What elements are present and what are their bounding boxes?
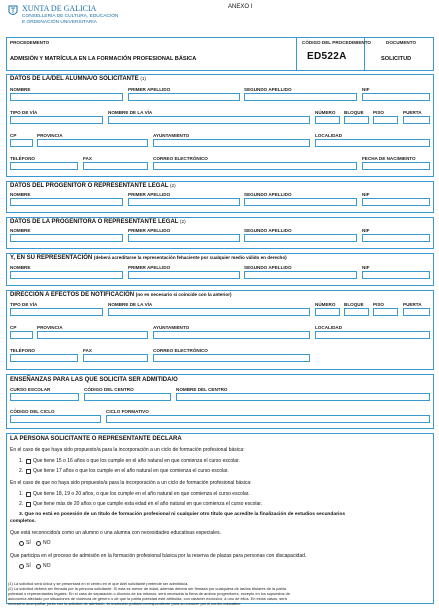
representative-nif-label: NIF [362,265,370,270]
footnote-2-line-c: autonomía afectado por situaciones de violencia de género o de que la patria potestad esté atribuida, con carácter exclusivo, a uno de ellos. En estos casos, será [8,596,287,601]
student-bloque-field[interactable] [344,116,369,124]
footnote-1: (1) La solicitud será única y se presentará en el centro en el que la/el solicitante pretende ser admitido/a. [8,581,189,586]
option2-number: 2. [19,468,24,474]
mother-nif-field[interactable] [362,234,430,242]
notification-numero-label: NÚMERO [315,302,336,307]
mother-primer-apellido-field[interactable] [128,234,240,242]
mother-nombre-label: NOMBRE [10,228,31,233]
student-piso-label: PISO [373,110,384,115]
studies-section-title: ENSEÑANZAS PARA LAS QUE SOLICITA SER ADMITIDA/O [10,377,178,383]
declaration-intro2: En el caso de que no haya sido propuesto/a para la incorporación a un ciclo de formación profesional básica: [10,480,252,486]
option3-checkbox[interactable] [26,492,31,497]
father-nombre-field[interactable] [10,198,123,206]
student-primer-apellido-label: PRIMER APELLIDO [128,87,171,92]
option1-number: 1. [19,458,24,464]
mother-segundo-apellido-label: SEGUNDO APELLIDO [244,228,292,233]
footnote-2-line-b: potestad o representantes legales. En el caso de separación o divorcio de los mismos, será necesaria la firma de ambos progenitores, excepto en los supuestos de [8,591,291,596]
student-numero-label: NÚMERO [315,110,336,115]
student-tipo-via-field[interactable] [10,116,103,124]
notification-nombre-via-label: NOMBRE DE LA VÍA [108,302,153,307]
option1-text: Que tiene 15 o 16 años o que los cumple en el año natural en que comienza el curso escolar. [33,458,240,464]
special-needs-question: Que está reconocido/a como un alumno o una alumna con necesidades educativas especiales. [10,530,221,536]
footnote-2-line-d: necesario acompañar, junto con la solicitud de admisión, la resolución judicial correspondiente para su conocer por el centro educativo. [8,601,241,606]
special-needs-yes-radio[interactable] [19,541,24,546]
disability-yes-label: SÍ [26,563,31,569]
student-bloque-label: BLOQUE [344,110,364,115]
student-localidad-field[interactable] [315,139,430,147]
option3-text: Que tiene 18, 19 o 20 años, o que los cumple en el año natural en que comienza el curso escolar. [33,491,250,497]
student-provincia-label: PROVINCIA [37,133,63,138]
option4-checkbox[interactable] [26,502,31,507]
student-correo-field[interactable] [153,162,357,170]
representative-nombre-field[interactable] [10,271,123,279]
father-segundo-apellido-label: SEGUNDO APELLIDO [244,192,292,197]
student-ayuntamiento-field[interactable] [153,139,310,147]
studies-ciclo-formativo-field[interactable] [106,415,430,423]
father-primer-apellido-label: PRIMER APELLIDO [128,192,171,197]
option5-text-line1: 3. Que no está en posesión de un título de formación profesional ni cualquier otro título que acredite la finalización de estudios secundarios [19,512,346,517]
notification-localidad-label: LOCALIDAD [315,325,343,330]
mother-nif-label: NIF [362,228,370,233]
student-piso-field[interactable] [373,116,398,124]
option5-text-line2: completos. [10,519,36,524]
procedure-label: PROCEDEMENTO [10,40,50,45]
notification-ayuntamiento-field[interactable] [153,331,310,339]
student-provincia-field[interactable] [37,139,148,147]
student-cp-label: CP [10,133,17,138]
disability-reserve-question: Que participa en el proceso de admisión en la formación profesional básica por la reserva de plazas para personas con discapacidad. [10,553,307,559]
notification-bloque-field[interactable] [344,308,369,316]
special-needs-no-label: NO [43,540,51,546]
notification-telefono-label: TELÉFONO [10,348,36,353]
student-ayuntamiento-label: AYUNTAMIENTO [153,133,190,138]
studies-codigo-ciclo-label: CÓDIGO DEL CICLO [10,409,55,414]
notification-telefono-field[interactable] [10,354,78,362]
student-fecha-nacimiento-field[interactable] [362,162,430,170]
notification-tipo-via-label: TIPO DE VÍA [10,302,38,307]
notification-provincia-label: PROVINCIA [37,325,63,330]
father-nif-field[interactable] [362,198,430,206]
mother-section-title: DATOS DE LA PROGENITORA O REPRESENTANTE LEGAL (2) [10,219,186,225]
representative-segundo-apellido-field[interactable] [244,271,357,279]
studies-curso-field[interactable] [10,393,79,401]
notification-bloque-label: BLOQUE [344,302,364,307]
mother-nombre-field[interactable] [10,234,123,242]
option1-checkbox[interactable] [26,459,31,464]
option2-text: Que tiene 17 años o que los cumple en el año natural en que comienza el curso escolar. [33,468,229,474]
notification-provincia-field[interactable] [37,331,148,339]
studies-codigo-centro-label: CÓDIGO DEL CENTRO [84,387,134,392]
notification-cp-field[interactable] [10,331,33,339]
notification-piso-field[interactable] [373,308,398,316]
procedure-code-label: CÓDIGO DEL PROCEDIMIENTO [302,40,371,45]
notification-ayuntamiento-label: AYUNTAMIENTO [153,325,190,330]
document-value: SOLICITUD [381,56,412,62]
studies-curso-label: CURSO ESCOLAR [10,387,51,392]
procedure-title: ADMISIÓN Y MATRÍCULA EN LA FORMACIÓN PROFESIONAL BÁSICA [10,56,197,62]
student-nif-label: NIF [362,87,370,92]
mother-segundo-apellido-field[interactable] [244,234,357,242]
special-needs-no-radio[interactable] [36,541,41,546]
notification-numero-field[interactable] [315,308,340,316]
student-correo-label: CORREO ELECTRÓNICO [153,156,208,161]
notification-section-title: DIRECCIÓN A EFECTOS DE NOTIFICACIÓN (no es necesario si coincide con la anterior) [10,292,232,298]
procedure-divider-1 [296,37,297,71]
declaration-intro1: En el caso de que haya sido propuesto/a para la incorporación a un ciclo de formación profesional básica: [10,447,245,453]
student-fax-label: FAX [83,156,92,161]
representative-section-title: Y, EN SU REPRESENTACIÓN (deberá acreditarse la representación fehaciente por cualquier medio válido en derecho) [10,255,287,261]
notification-nombre-via-field[interactable] [108,308,310,316]
notification-puerta-label: PUERTA [403,302,422,307]
student-localidad-label: LOCALIDAD [315,133,343,138]
option4-text: Que tiene más de 20 años o que cumple esta edad en el año natural en que comienza el curso escolar. [33,501,263,507]
student-tipo-via-label: TIPO DE VÍA [10,110,38,115]
student-nombre-via-field[interactable] [108,116,310,124]
studies-codigo-ciclo-field[interactable] [10,415,101,423]
logo-text: XUNTA DE GALICIA [22,4,97,13]
notification-correo-field[interactable] [153,354,310,362]
department-line2: E ORDENACIÓN UNIVERSITARIA [22,20,97,25]
father-segundo-apellido-field[interactable] [244,198,357,206]
student-segundo-apellido-field[interactable] [244,93,357,101]
footnote-2-line-a: (2) La solicitud deberá ser firmada por la persona solicitante. Si esta es menor de edad, además deberá ser firmada por cualquiera de las/los titulares de la patria [8,586,286,591]
department-line1: CONSELLERÍA DE CULTURA, EDUCACIÓN [22,14,119,19]
father-nif-label: NIF [362,192,370,197]
notification-fax-field[interactable] [83,354,148,362]
disability-no-radio[interactable] [36,564,41,569]
student-nif-field[interactable] [362,93,430,101]
representative-primer-apellido-field[interactable] [128,271,240,279]
student-nombre-label: NOMBRE [10,87,31,92]
disability-no-label: NO [43,563,51,569]
student-numero-field[interactable] [315,116,340,124]
student-fecha-nacimiento-label: FECHA DE NACIMIENTO [362,156,416,161]
option2-checkbox[interactable] [26,469,31,474]
notification-localidad-field[interactable] [315,331,430,339]
option3-number: 1. [19,491,24,497]
studies-nombre-centro-field[interactable] [176,393,430,401]
studies-codigo-centro-field[interactable] [84,393,171,401]
mother-primer-apellido-label: PRIMER APELLIDO [128,228,171,233]
student-cp-field[interactable] [10,139,33,147]
father-section-title: DATOS DEL PROGENITOR O REPRESENTANTE LEGAL (2) [10,183,176,189]
declaration-title: LA PERSONA SOLICITANTE O REPRESENTANTE DECLARA [10,436,182,442]
student-puerta-label: PUERTA [403,110,422,115]
student-segundo-apellido-label: SEGUNDO APELLIDO [244,87,292,92]
notification-correo-label: CORREO ELECTRÓNICO [153,348,208,353]
procedure-code-value: ED522A [307,51,347,62]
student-primer-apellido-field[interactable] [128,93,240,101]
notification-fax-label: FAX [83,348,92,353]
option4-number: 2. [19,501,24,507]
student-nombre-via-label: NOMBRE DE LA VÍA [108,110,153,115]
document-label: DOCUMENTO [386,40,417,45]
student-puerta-field[interactable] [403,116,430,124]
notification-cp-label: CP [10,325,17,330]
student-fax-field[interactable] [83,162,148,170]
studies-nombre-centro-label: NOMBRE DEL CENTRO [176,387,228,392]
studies-ciclo-formativo-label: CICLO FORMATIVO [106,409,149,414]
notification-tipo-via-field[interactable] [10,308,103,316]
representative-segundo-apellido-label: SEGUNDO APELLIDO [244,265,292,270]
father-primer-apellido-field[interactable] [128,198,240,206]
representative-nif-field[interactable] [362,271,430,279]
student-telefono-field[interactable] [10,162,78,170]
representative-primer-apellido-label: PRIMER APELLIDO [128,265,171,270]
annex-label: ANEXO I [228,4,253,10]
notification-piso-label: PISO [373,302,384,307]
xunta-logo-icon [7,4,19,16]
student-section-title: DATOS DE LA/DEL ALUMNA/O SOLICITANTE (1) [10,76,146,82]
father-nombre-label: NOMBRE [10,192,31,197]
disability-yes-radio[interactable] [19,564,24,569]
notification-puerta-field[interactable] [403,308,430,316]
special-needs-yes-label: SÍ [26,540,31,546]
student-telefono-label: TELÉFONO [10,156,36,161]
representative-nombre-label: NOMBRE [10,265,31,270]
student-nombre-field[interactable] [10,93,123,101]
